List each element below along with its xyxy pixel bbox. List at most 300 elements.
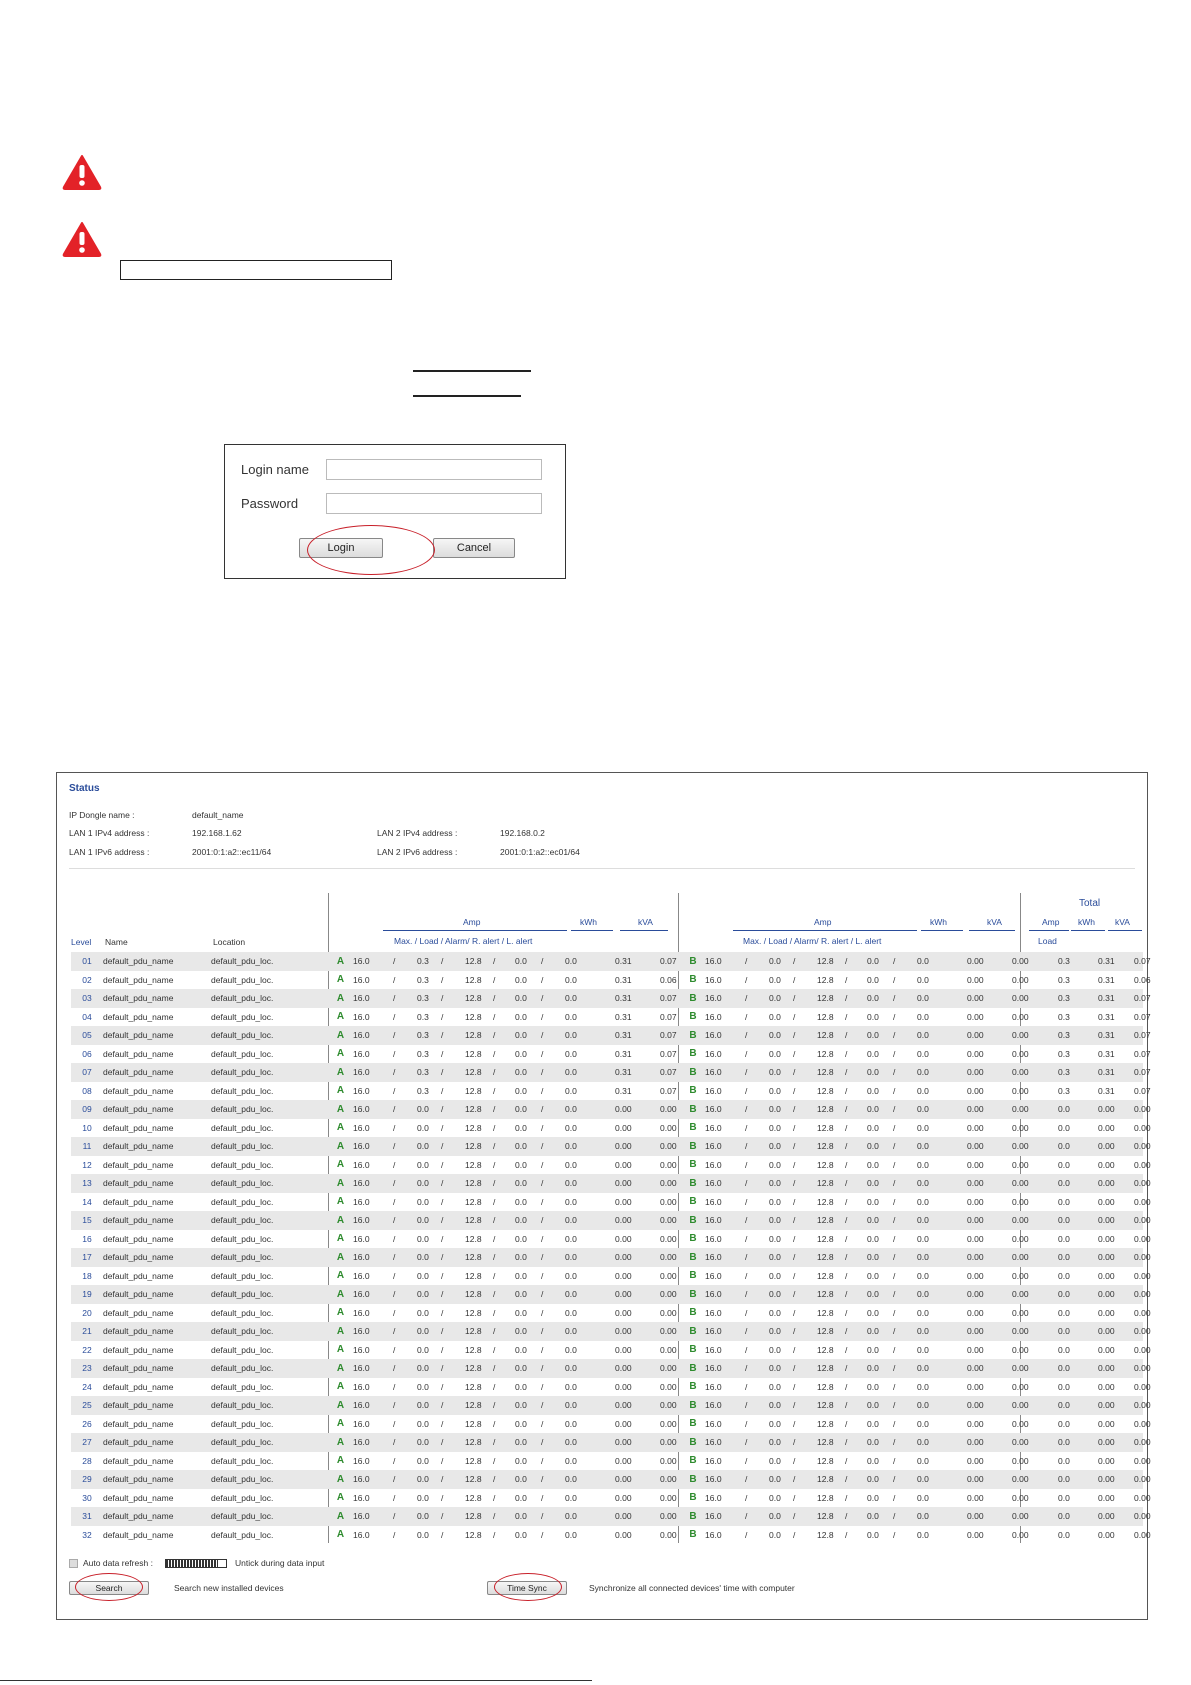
- separator: /: [793, 1455, 796, 1466]
- warning-icon: [62, 221, 102, 257]
- table-row: [71, 1285, 1143, 1304]
- max-b-cell: 16.0: [705, 1470, 745, 1489]
- total-kwh-cell: 0.31: [1098, 1048, 1115, 1059]
- l-alert-a-cell: 0.0: [565, 1233, 577, 1244]
- load-a-cell: 0.0: [417, 1418, 429, 1429]
- kwh-b-cell: 0.00: [967, 1270, 984, 1281]
- level-cell[interactable]: 04: [82, 1011, 92, 1022]
- location-cell: default_pdu_loc.: [211, 1048, 274, 1059]
- max-a-cell: 16.0: [353, 1248, 393, 1267]
- name-cell: default_pdu_name: [103, 974, 174, 985]
- separator: /: [745, 1063, 769, 1082]
- l-alert-a-cell: 0.0: [565, 1529, 577, 1540]
- l-alert-a-cell: 0.0: [565, 1248, 615, 1267]
- total-kva-cell: 0.07: [1134, 1085, 1151, 1096]
- total-amp-cell: 0.0: [1058, 1174, 1098, 1193]
- total-kwh-cell: 0.00: [1098, 1248, 1134, 1267]
- l-alert-b-cell: 0.0: [917, 1418, 929, 1429]
- l-alert-b-cell: 0.0: [917, 1159, 929, 1170]
- l-alert-b-cell: 0.0: [917, 1233, 929, 1244]
- max-b-cell: 16.0: [705, 1011, 722, 1022]
- cancel-button[interactable]: Cancel: [433, 538, 515, 558]
- max-b-cell: 16.0: [705, 1196, 722, 1207]
- max-b-cell: 16.0: [705, 989, 745, 1008]
- kwh-b-cell: 0.00: [967, 1418, 984, 1429]
- separator: /: [541, 1211, 565, 1230]
- max-a-cell: 16.0: [353, 1285, 393, 1304]
- phase-b-cell: B: [689, 1159, 697, 1171]
- separator: /: [493, 1285, 515, 1304]
- separator: /: [493, 989, 515, 1008]
- separator: /: [541, 952, 565, 971]
- load-b-cell: 0.0: [769, 1048, 781, 1059]
- total-kwh-cell: 0.00: [1098, 1507, 1134, 1526]
- level-cell[interactable]: 10: [82, 1122, 92, 1133]
- level-cell[interactable]: 20: [82, 1307, 92, 1318]
- max-b-cell: 16.0: [705, 1137, 745, 1156]
- alarm-b-cell: 12.8: [817, 1396, 845, 1415]
- total-kwh-cell: 0.00: [1098, 1174, 1134, 1193]
- separator: /: [493, 1122, 496, 1133]
- r-alert-b-cell: 0.0: [867, 1396, 893, 1415]
- level-cell[interactable]: 31: [71, 1507, 103, 1526]
- max-b-cell: 16.0: [705, 1529, 722, 1540]
- level-cell[interactable]: 05: [71, 1026, 103, 1045]
- l-alert-a-cell: 0.0: [565, 1048, 577, 1059]
- kva-a-cell: 0.00: [660, 1270, 677, 1281]
- r-alert-b-cell: 0.0: [867, 1381, 879, 1392]
- separator: /: [793, 1159, 796, 1170]
- alarm-a-cell: 12.8: [465, 1455, 482, 1466]
- load-b-cell: 0.0: [769, 1307, 781, 1318]
- login-name-input[interactable]: [326, 459, 542, 480]
- total-amp-cell: 0.0: [1058, 1285, 1098, 1304]
- kwh-b-cell: 0.00: [967, 952, 1012, 971]
- l-alert-b-cell: 0.0: [917, 1344, 929, 1355]
- l-alert-a-cell: 0.0: [565, 1381, 577, 1392]
- separator: /: [845, 1159, 848, 1170]
- total-kwh-cell: 0.00: [1098, 1455, 1115, 1466]
- total-kwh-cell: 0.31: [1098, 1026, 1134, 1045]
- table-row: [71, 1174, 1143, 1193]
- separator: /: [793, 1359, 817, 1378]
- l-alert-b-cell: 0.0: [917, 989, 967, 1008]
- kva-b-cell: 0.00: [1012, 1248, 1058, 1267]
- load-b-cell: 0.0: [769, 1470, 793, 1489]
- total-kwh-cell: 0.31: [1098, 952, 1134, 971]
- load-b-cell: 0.0: [769, 1233, 781, 1244]
- separator: /: [541, 1122, 544, 1133]
- max-a-cell: 16.0: [353, 1470, 393, 1489]
- separator: /: [845, 1381, 848, 1392]
- total-amp-cell: 0.0: [1058, 1248, 1098, 1267]
- kva-a-cell: 0.00: [660, 1322, 681, 1341]
- separator: /: [441, 1196, 444, 1207]
- separator: /: [893, 1233, 896, 1244]
- name-cell: default_pdu_name: [103, 989, 211, 1008]
- separator: /: [893, 1159, 896, 1170]
- load-b-cell: 0.0: [769, 1529, 781, 1540]
- level-cell[interactable]: 23: [71, 1359, 103, 1378]
- alarm-a-cell: 12.8: [465, 1418, 482, 1429]
- kwh-a-cell: 0.31: [615, 1011, 632, 1022]
- separator: /: [893, 989, 917, 1008]
- load-a-cell: 0.0: [417, 1359, 441, 1378]
- separator: /: [493, 1381, 496, 1392]
- kva-a-cell: 0.00: [660, 1211, 681, 1230]
- separator: /: [893, 1085, 896, 1096]
- phase-a-cell: A: [328, 952, 353, 971]
- separator: /: [441, 1433, 465, 1452]
- table-row: [71, 1137, 1143, 1156]
- kva-b-cell: 0.00: [1012, 1359, 1058, 1378]
- load-b-cell: 0.0: [769, 1026, 793, 1045]
- load-a-cell: 0.0: [417, 1137, 441, 1156]
- phase-a-cell: A: [328, 1211, 353, 1230]
- separator: /: [893, 1137, 917, 1156]
- l-alert-a-cell: 0.0: [565, 1418, 577, 1429]
- l-alert-b-cell: 0.0: [917, 1248, 967, 1267]
- l-alert-a-cell: 0.0: [565, 1211, 615, 1230]
- load-a-cell: 0.0: [417, 1433, 441, 1452]
- name-cell: default_pdu_name: [103, 1122, 174, 1133]
- separator: /: [793, 1122, 796, 1133]
- r-alert-b-cell: 0.0: [867, 1137, 893, 1156]
- location-cell: default_pdu_loc.: [211, 1381, 274, 1392]
- separator: /: [845, 1433, 867, 1452]
- separator: /: [541, 1307, 544, 1318]
- kva-b-cell: 0.00: [1012, 1048, 1029, 1059]
- separator: /: [441, 989, 465, 1008]
- phase-b-cell: B: [681, 1359, 705, 1378]
- total-kva-cell: 0.07: [1134, 952, 1143, 971]
- l-alert-b-cell: 0.0: [917, 1011, 929, 1022]
- max-a-cell: 16.0: [353, 1396, 393, 1415]
- level-cell[interactable]: 03: [71, 989, 103, 1008]
- l-alert-a-cell: 0.0: [565, 1455, 577, 1466]
- kwh-a-cell: 0.00: [615, 1492, 632, 1503]
- kva-b-cell: 0.00: [1012, 1381, 1029, 1392]
- alarm-b-cell: 12.8: [817, 1137, 845, 1156]
- table-row: [71, 1008, 1143, 1027]
- location-cell: default_pdu_loc.: [211, 1507, 328, 1526]
- underline: [413, 370, 531, 372]
- name-cell: default_pdu_name: [103, 952, 211, 971]
- location-cell: default_pdu_loc.: [211, 1359, 328, 1378]
- separator: /: [793, 1396, 817, 1415]
- phase-a-cell: A: [336, 1270, 345, 1282]
- separator: /: [493, 1159, 496, 1170]
- kwh-a-cell: 0.00: [615, 1359, 660, 1378]
- alarm-b-cell: 12.8: [817, 1085, 834, 1096]
- max-a-cell: 16.0: [353, 1174, 393, 1193]
- phase-a-cell: A: [336, 1122, 345, 1134]
- separator: /: [493, 1492, 496, 1503]
- kwh-a-cell: 0.00: [615, 1122, 632, 1133]
- kwh-b-cell: 0.00: [967, 1211, 1012, 1230]
- lan2-ipv6-label: LAN 2 IPv6 address :: [377, 847, 458, 857]
- separator: /: [541, 1100, 565, 1119]
- separator: /: [393, 1233, 396, 1244]
- separator: /: [745, 1011, 748, 1022]
- level-cell[interactable]: 14: [82, 1196, 92, 1207]
- kva-b-cell: 0.00: [1012, 1492, 1029, 1503]
- separator: /: [493, 1100, 515, 1119]
- l-alert-a-cell: 0.0: [565, 1270, 577, 1281]
- r-alert-a-cell: 0.0: [515, 1085, 527, 1096]
- kwh-b-cell: 0.00: [967, 1344, 984, 1355]
- lan1-ipv4-value: 192.168.1.62: [192, 828, 242, 838]
- table-row: [71, 1452, 1143, 1471]
- l-alert-a-cell: 0.0: [565, 1285, 615, 1304]
- separator: /: [793, 1492, 796, 1503]
- level-cell[interactable]: 08: [82, 1085, 92, 1096]
- location-cell: default_pdu_loc.: [211, 1011, 274, 1022]
- phase-a-cell: A: [336, 1492, 345, 1504]
- l-alert-a-cell: 0.0: [565, 1026, 615, 1045]
- kva-a-cell: 0.00: [660, 1507, 681, 1526]
- location-cell: default_pdu_loc.: [211, 1122, 274, 1133]
- password-label: Password: [241, 496, 299, 511]
- phase-b-cell: B: [689, 1196, 697, 1208]
- kwh-a-cell: 0.00: [615, 1174, 660, 1193]
- separator: /: [793, 1381, 796, 1392]
- r-alert-b-cell: 0.0: [867, 1455, 879, 1466]
- r-alert-a-cell: 0.0: [515, 1100, 541, 1119]
- header-kva-total: kVA: [1115, 917, 1130, 927]
- search-button[interactable]: Search: [69, 1581, 149, 1595]
- separator: /: [541, 1507, 565, 1526]
- kwh-a-cell: 0.00: [615, 1396, 660, 1415]
- location-cell: default_pdu_loc.: [211, 1396, 328, 1415]
- load-a-cell: 0.0: [417, 1196, 429, 1207]
- phase-b-cell: B: [681, 1100, 705, 1119]
- name-cell: default_pdu_name: [103, 1159, 174, 1170]
- kva-a-cell: 0.07: [660, 1063, 681, 1082]
- separator: /: [441, 1063, 465, 1082]
- load-a-cell: 0.0: [417, 1381, 429, 1392]
- load-b-cell: 0.0: [769, 974, 781, 985]
- separator: /: [793, 952, 817, 971]
- alarm-b-cell: 12.8: [817, 1122, 834, 1133]
- total-kwh-cell: 0.00: [1098, 1396, 1134, 1415]
- separator: /: [541, 1470, 565, 1489]
- kva-a-cell: 0.07: [660, 952, 681, 971]
- name-cell: default_pdu_name: [103, 1322, 211, 1341]
- r-alert-b-cell: 0.0: [867, 1270, 879, 1281]
- kva-b-cell: 0.00: [1012, 1322, 1058, 1341]
- level-cell[interactable]: 16: [82, 1233, 92, 1244]
- r-alert-a-cell: 0.0: [515, 1381, 527, 1392]
- level-cell[interactable]: 19: [71, 1285, 103, 1304]
- l-alert-b-cell: 0.0: [917, 1307, 929, 1318]
- r-alert-b-cell: 0.0: [867, 1492, 879, 1503]
- total-kwh-cell: 0.00: [1098, 1137, 1134, 1156]
- separator: /: [541, 1492, 544, 1503]
- level-cell[interactable]: 02: [82, 974, 92, 985]
- phase-a-cell: A: [336, 1307, 345, 1319]
- separator: /: [893, 1344, 896, 1355]
- l-alert-a-cell: 0.0: [565, 1307, 577, 1318]
- level-cell[interactable]: 32: [82, 1529, 92, 1540]
- max-b-cell: 16.0: [705, 1433, 745, 1452]
- phase-a-cell: A: [328, 1026, 353, 1045]
- table-row: [71, 1433, 1143, 1452]
- name-cell: default_pdu_name: [103, 1307, 174, 1318]
- kva-b-cell: 0.00: [1012, 1026, 1058, 1045]
- load-b-cell: 0.0: [769, 1100, 793, 1119]
- l-alert-a-cell: 0.0: [565, 1396, 615, 1415]
- max-b-cell: 16.0: [705, 1048, 722, 1059]
- r-alert-b-cell: 0.0: [867, 1248, 893, 1267]
- total-kwh-cell: 0.31: [1098, 1085, 1115, 1096]
- kva-a-cell: 0.00: [660, 1233, 677, 1244]
- password-input[interactable]: [326, 493, 542, 514]
- total-kwh-cell: 0.00: [1098, 1100, 1134, 1119]
- r-alert-a-cell: 0.0: [515, 1233, 527, 1244]
- location-cell: default_pdu_loc.: [211, 1063, 328, 1082]
- location-cell: default_pdu_loc.: [211, 1159, 274, 1170]
- separator: /: [441, 1011, 444, 1022]
- level-cell[interactable]: 11: [71, 1137, 103, 1156]
- r-alert-a-cell: 0.0: [515, 1322, 541, 1341]
- level-cell[interactable]: 25: [71, 1396, 103, 1415]
- level-cell[interactable]: 30: [82, 1492, 92, 1503]
- separator: /: [493, 1085, 496, 1096]
- alarm-b-cell: 12.8: [817, 1529, 834, 1540]
- separator: /: [745, 1359, 769, 1378]
- alarm-b-cell: 12.8: [817, 1433, 845, 1452]
- level-cell[interactable]: 07: [71, 1063, 103, 1082]
- alarm-a-cell: 12.8: [465, 1307, 482, 1318]
- kva-a-cell: 0.00: [660, 1137, 681, 1156]
- phase-a-cell: A: [336, 974, 345, 986]
- r-alert-b-cell: 0.0: [867, 1100, 893, 1119]
- auto-refresh-checkbox[interactable]: [69, 1559, 78, 1568]
- level-cell[interactable]: 26: [82, 1418, 92, 1429]
- level-cell[interactable]: 06: [82, 1048, 92, 1059]
- separator: /: [393, 1085, 396, 1096]
- phase-b-cell: B: [681, 1433, 705, 1452]
- alarm-b-cell: 12.8: [817, 1100, 845, 1119]
- total-kva-cell: 0.00: [1134, 1396, 1143, 1415]
- separator: /: [793, 1307, 796, 1318]
- r-alert-a-cell: 0.0: [515, 974, 527, 985]
- level-cell[interactable]: 24: [82, 1381, 92, 1392]
- separator: /: [541, 1418, 544, 1429]
- l-alert-b-cell: 0.0: [917, 1455, 929, 1466]
- total-kwh-cell: 0.00: [1098, 1418, 1115, 1429]
- total-amp-cell: 0.0: [1058, 1418, 1070, 1429]
- max-a-cell: 16.0: [353, 1085, 370, 1096]
- max-a-cell: 16.0: [353, 1063, 393, 1082]
- total-amp-cell: 0.0: [1058, 1507, 1098, 1526]
- max-a-cell: 16.0: [353, 1100, 393, 1119]
- level-cell[interactable]: 18: [82, 1270, 92, 1281]
- login-button[interactable]: Login: [299, 538, 383, 558]
- level-cell[interactable]: 15: [71, 1211, 103, 1230]
- level-cell[interactable]: 13: [71, 1174, 103, 1193]
- kva-b-cell: 0.00: [1012, 1344, 1029, 1355]
- alarm-b-cell: 12.8: [817, 1322, 845, 1341]
- refresh-progress-bar: [165, 1559, 227, 1568]
- alarm-a-cell: 12.8: [465, 1085, 482, 1096]
- name-cell: default_pdu_name: [103, 1085, 174, 1096]
- phase-a-cell: A: [336, 1344, 345, 1356]
- alarm-b-cell: 12.8: [817, 952, 845, 971]
- max-b-cell: 16.0: [705, 1270, 722, 1281]
- separator: /: [845, 1418, 848, 1429]
- table-row: [71, 1100, 1143, 1119]
- total-kwh-cell: 0.00: [1098, 1233, 1115, 1244]
- kwh-a-cell: 0.00: [615, 1233, 632, 1244]
- load-a-cell: 0.0: [417, 1100, 441, 1119]
- separator: /: [845, 1492, 848, 1503]
- alarm-a-cell: 12.8: [465, 1344, 482, 1355]
- max-a-cell: 16.0: [353, 1233, 370, 1244]
- total-kva-cell: 0.00: [1134, 1322, 1143, 1341]
- separator: /: [441, 1322, 465, 1341]
- table-row: [71, 1396, 1143, 1415]
- warning-icon: [62, 154, 102, 190]
- separator: /: [441, 1270, 444, 1281]
- total-kva-cell: 0.00: [1134, 1492, 1151, 1503]
- level-cell[interactable]: 22: [82, 1344, 92, 1355]
- phase-b-cell: B: [689, 1492, 697, 1504]
- header-underline: [921, 930, 963, 931]
- max-b-cell: 16.0: [705, 1322, 745, 1341]
- separator: /: [493, 1270, 496, 1281]
- location-cell: default_pdu_loc.: [211, 1196, 274, 1207]
- pdu-table: [71, 952, 1151, 1544]
- phase-b-cell: B: [689, 1344, 697, 1356]
- level-cell[interactable]: 01: [71, 952, 103, 971]
- header-underline: [383, 930, 567, 931]
- level-cell[interactable]: 12: [82, 1159, 92, 1170]
- separator: /: [393, 1470, 417, 1489]
- kwh-b-cell: 0.00: [967, 1322, 1012, 1341]
- phase-a-cell: A: [328, 1507, 353, 1526]
- separator: /: [541, 1248, 565, 1267]
- level-cell[interactable]: 17: [71, 1248, 103, 1267]
- level-cell[interactable]: 27: [71, 1433, 103, 1452]
- separator: /: [745, 1085, 748, 1096]
- phase-b-cell: B: [681, 1174, 705, 1193]
- phase-a-cell: A: [328, 1174, 353, 1193]
- separator: /: [541, 1137, 565, 1156]
- auto-refresh-label: Auto data refresh :: [83, 1558, 153, 1568]
- alarm-b-cell: 12.8: [817, 1196, 834, 1207]
- load-b-cell: 0.0: [769, 1507, 793, 1526]
- max-a-cell: 16.0: [353, 1322, 393, 1341]
- r-alert-a-cell: 0.0: [515, 1470, 541, 1489]
- time-sync-button[interactable]: Time Sync: [487, 1581, 567, 1595]
- status-panel: [56, 772, 1151, 1620]
- name-cell: default_pdu_name: [103, 1455, 174, 1466]
- level-cell[interactable]: 28: [82, 1455, 92, 1466]
- level-cell[interactable]: 29: [71, 1470, 103, 1489]
- separator: /: [845, 1529, 848, 1540]
- name-cell: default_pdu_name: [103, 1492, 174, 1503]
- separator: /: [745, 1270, 748, 1281]
- l-alert-b-cell: 0.0: [917, 1100, 967, 1119]
- alarm-b-cell: 12.8: [817, 1063, 845, 1082]
- level-cell[interactable]: 09: [71, 1100, 103, 1119]
- max-b-cell: 16.0: [705, 1211, 745, 1230]
- table-row: [71, 1193, 1143, 1212]
- load-a-cell: 0.0: [417, 1248, 441, 1267]
- level-cell[interactable]: 21: [71, 1322, 103, 1341]
